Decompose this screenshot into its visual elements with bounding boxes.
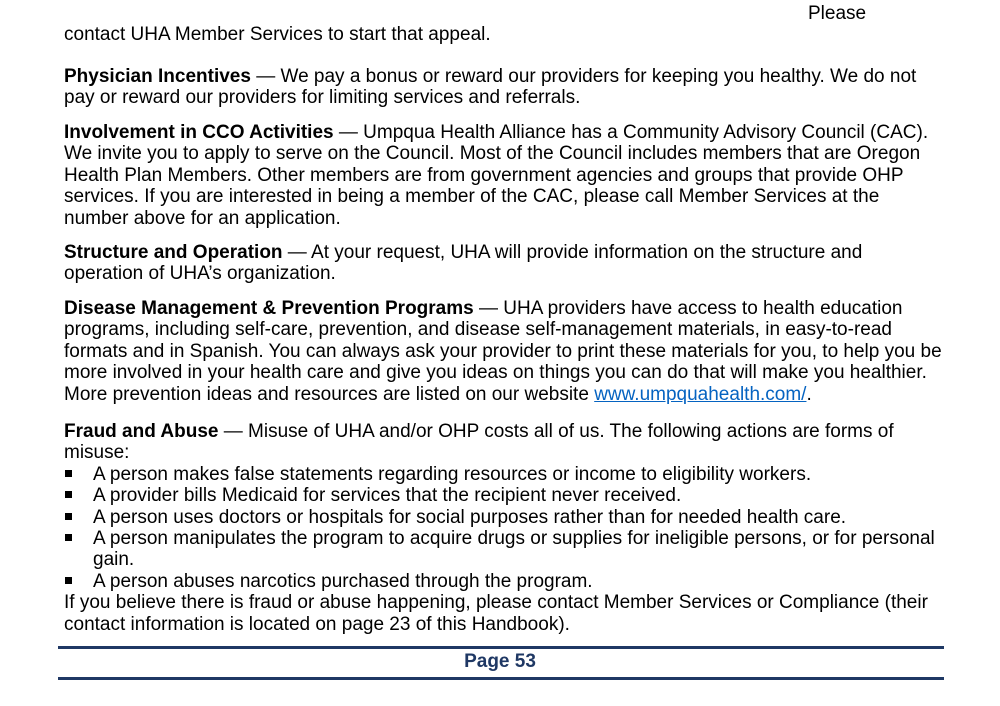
physician-incentives-text: — We pay a bonus or reward our providers for keeping you healthy. We do not pay or reward our providers for limiting services and referrals.	[64, 66, 917, 109]
website-link[interactable]: www.umpquahealth.com/	[594, 383, 807, 405]
disease-management-paragraph	[64, 298, 944, 405]
top-please: Please	[808, 3, 867, 24]
structure-operation-text: — At your request, UHA will provide information on the structure and operation of UHA’s organization.	[64, 242, 863, 285]
bullet-square-icon	[65, 534, 72, 541]
list-item: A person manipulates the program to acquire drugs or supplies for ineligible persons, or for personal gain.	[64, 528, 944, 571]
fraud-abuse-text: — Misuse of UHA and/or OHP costs all of us. The following actions are forms of misuse:	[64, 421, 894, 464]
cco-involvement-paragraph	[64, 122, 944, 229]
misuse-list	[64, 464, 944, 592]
cco-involvement-text: — Umpqua Health Alliance has a Community Advisory Council (CAC). We invite you to apply to serve on the Council. Most of the Council includes members that are Oregon Health Plan Members. Other members are from government agencies and groups that provide OHP services. If you are interested in being a member of the CAC, please call Member Services at the number above for an application.	[64, 122, 929, 229]
list-item: A person abuses narcotics purchased through the program.	[64, 571, 944, 592]
fraud-abuse-heading: Fraud and Abuse	[64, 421, 219, 442]
fraud-abuse-section	[64, 421, 944, 635]
physician-incentives-heading: Physician Incentives	[64, 66, 251, 87]
bullet-square-icon	[65, 577, 72, 584]
cco-involvement-heading: Involvement in CCO Activities	[64, 122, 334, 143]
structure-operation-paragraph	[64, 242, 944, 285]
list-item: A person makes false statements regarding resources or income to eligibility workers.	[64, 464, 944, 485]
footer-rule-top	[58, 646, 944, 649]
page-number: Page 53	[464, 651, 536, 672]
list-item: A provider bills Medicaid for services that the recipient never received.	[64, 485, 944, 506]
disease-management-text: — UHA providers have access to health education programs, including self-care, prevention, and disease self-management materials, in easy-to-read formats and in Spanish. You can always ask your provider to print these materials for you, to help you be more involved in your health care and give you ideas on things you can do that will make you healthier. More prevention ideas and resources are listed on our website	[64, 298, 942, 405]
disease-management-end: .	[806, 383, 812, 405]
bullet-square-icon	[65, 470, 72, 477]
fraud-abuse-closing: If you believe there is fraud or abuse happening, please contact Member Services or Compliance (their contact information is located on page 23 of this Handbook).	[64, 592, 928, 635]
structure-operation-heading: Structure and Operation	[64, 242, 283, 263]
physician-incentives-paragraph	[64, 66, 944, 109]
list-item: A person uses doctors or hospitals for social purposes rather than for needed health care.	[64, 507, 944, 528]
bullet-square-icon	[65, 513, 72, 520]
footer-rule-bottom	[58, 677, 944, 680]
bullet-square-icon	[65, 491, 72, 498]
top-continued-line: contact UHA Member Services to start that appeal.	[64, 24, 491, 45]
disease-management-heading: Disease Management & Prevention Programs	[64, 298, 474, 319]
